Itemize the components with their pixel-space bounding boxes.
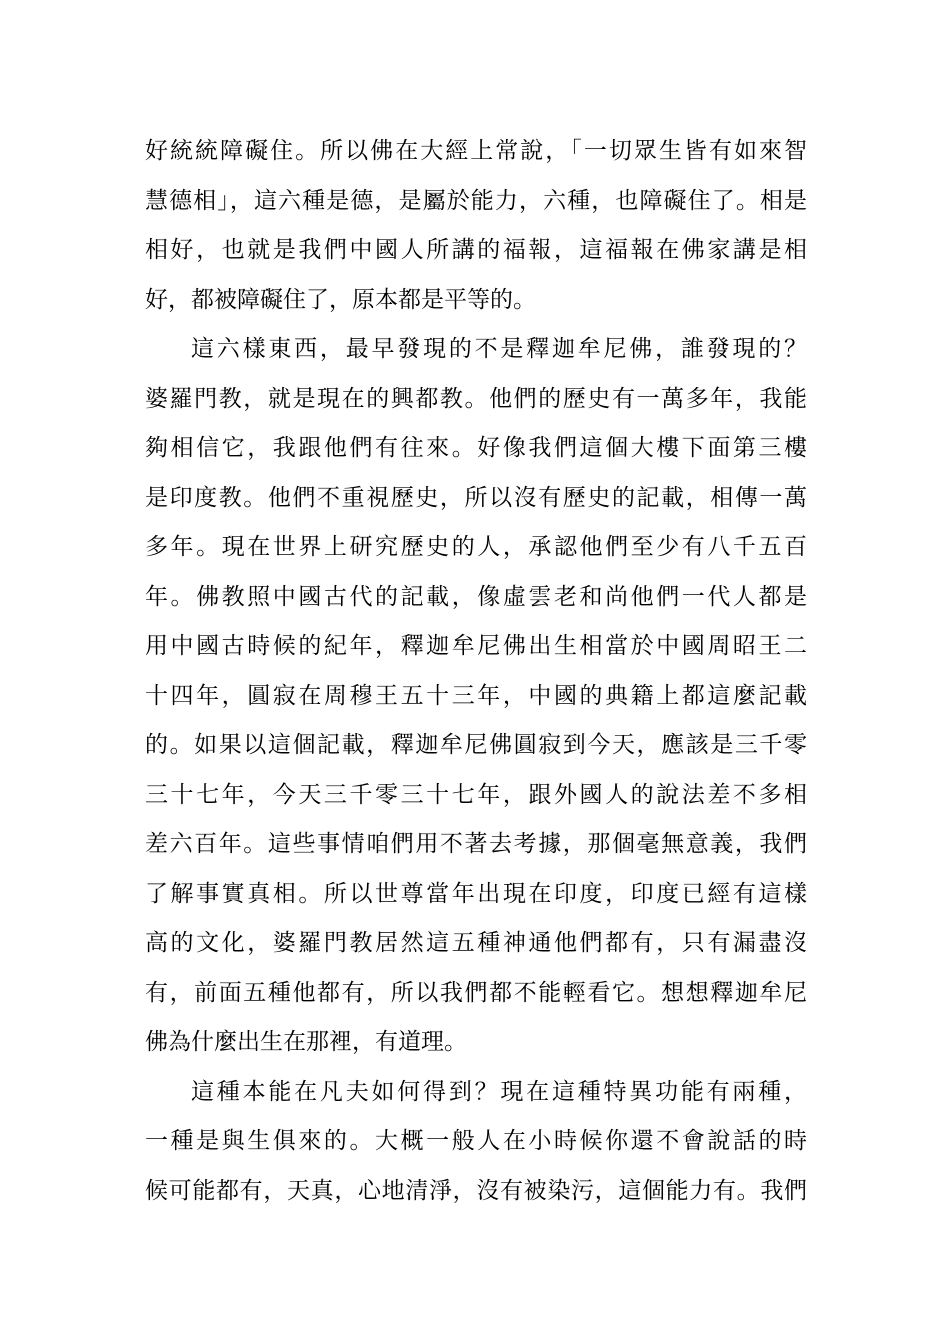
text-line: 了解事實真相。所以世尊當年出現在印度，印度已經有這樣 xyxy=(145,880,807,907)
text-line: 相好，也就是我們中國人所講的福報，這福報在佛家講是相 xyxy=(145,237,807,263)
text-line: 年。佛教照中國古代的記載，像虛雲老和尚他們一代人都是 xyxy=(145,583,807,610)
text-line: 有，前面五種他都有，所以我們都不能輕看它。想想釋迦牟尼 xyxy=(145,979,807,1006)
text-line: 好統統障礙住。所以佛在大經上常說，「一切眾生皆有如來智 xyxy=(145,138,807,164)
text-line: 婆羅門教，就是現在的興都教。他們的歷史有一萬多年，我能 xyxy=(145,385,807,412)
text-line: 用中國古時候的紀年，釋迦牟尼佛出生相當於中國周昭王二 xyxy=(145,633,807,659)
text-line: 多年。現在世界上研究歷史的人，承認他們至少有八千五百 xyxy=(145,534,807,560)
text-line: 高的文化，婆羅門教居然這五種神通他們都有，只有漏盡沒 xyxy=(145,930,807,956)
text-line: 夠相信它，我跟他們有往來。好像我們這個大樓下面第三樓 xyxy=(145,435,807,461)
text-line: 的。如果以這個記載，釋迦牟尼佛圓寂到今天，應該是三千零 xyxy=(145,732,807,758)
text-line: 差六百年。這些事情咱們用不著去考據，那個毫無意義，我們 xyxy=(145,831,807,857)
paragraph-3 xyxy=(145,1068,807,1217)
text-line: 佛為什麼出生在那裡，有道理。 xyxy=(145,1029,467,1055)
text-line: 這種本能在凡夫如何得到？現在這種特異功能有兩種， xyxy=(191,1078,807,1105)
text-line: 這六樣東西，最早發現的不是釋迦牟尼佛，誰發現的？ xyxy=(191,336,807,362)
text-line: 十四年，圓寂在周穆王五十三年，中國的典籍上都這麼記載 xyxy=(145,682,807,709)
text-line: 慧德相」，這六種是德，是屬於能力，六種，也障礙住了。相是 xyxy=(145,187,807,214)
paragraph-2 xyxy=(145,325,807,1068)
text-line: 好，都被障礙住了，原本都是平等的。 xyxy=(145,286,536,313)
body-text xyxy=(145,127,807,1216)
paragraph-1 xyxy=(145,127,807,325)
text-line: 三十七年，今天三千零三十七年，跟外國人的說法差不多相 xyxy=(145,781,807,808)
text-line: 是印度教。他們不重視歷史，所以沒有歷史的記載，相傳一萬 xyxy=(145,484,807,511)
text-line: 候可能都有，天真，心地清淨，沒有被染污，這個能力有。我們 xyxy=(145,1177,807,1204)
text-line: 一種是與生俱來的。大概一般人在小時候你還不會說話的時 xyxy=(145,1128,807,1154)
